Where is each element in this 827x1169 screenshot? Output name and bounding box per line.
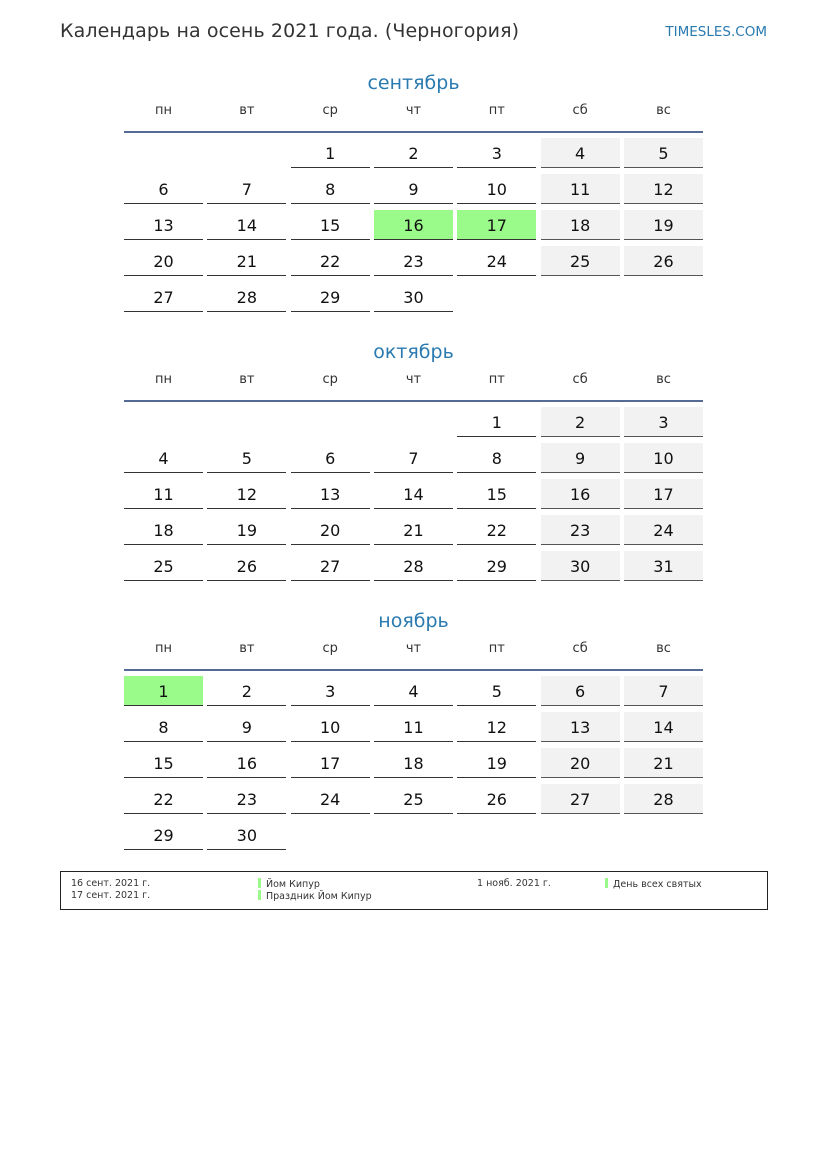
month-september bbox=[124, 69, 703, 312]
month-title: октябрь bbox=[373, 341, 454, 363]
day-cell-weekend: 12 bbox=[624, 174, 703, 204]
day-cell: 22 bbox=[124, 784, 203, 814]
weekday-label: ср bbox=[322, 641, 338, 656]
day-cell-holiday: 1 bbox=[124, 676, 203, 706]
day-cell: 12 bbox=[457, 712, 536, 742]
day-cell-weekend: 18 bbox=[541, 210, 620, 240]
day-cell: 9 bbox=[374, 174, 453, 204]
day-cell: 29 bbox=[124, 820, 203, 850]
day-cell-empty bbox=[207, 138, 286, 168]
weekday-label: вс bbox=[656, 103, 671, 118]
legend-date: 1 нояб. 2021 г. bbox=[477, 878, 551, 889]
holiday-marker bbox=[605, 878, 608, 888]
day-cell-weekend: 23 bbox=[541, 515, 620, 545]
day-cell: 17 bbox=[291, 748, 370, 778]
weekday-label: чт bbox=[405, 103, 422, 118]
day-cell: 23 bbox=[374, 246, 453, 276]
day-cell: 10 bbox=[457, 174, 536, 204]
weekday-label: вс bbox=[656, 641, 671, 656]
day-cell: 6 bbox=[291, 443, 370, 473]
day-cell: 24 bbox=[457, 246, 536, 276]
day-cell: 15 bbox=[457, 479, 536, 509]
holiday-marker bbox=[258, 878, 261, 888]
day-cell: 23 bbox=[207, 784, 286, 814]
legend-date: 17 сент. 2021 г. bbox=[71, 890, 151, 901]
day-cell-weekend: 3 bbox=[624, 407, 703, 437]
day-cell: 2 bbox=[374, 138, 453, 168]
weekday-label: пн bbox=[155, 103, 172, 118]
day-cell: 15 bbox=[124, 748, 203, 778]
day-cell: 3 bbox=[291, 676, 370, 706]
day-cell: 28 bbox=[207, 282, 286, 312]
day-cell: 18 bbox=[124, 515, 203, 545]
day-cell: 8 bbox=[124, 712, 203, 742]
day-cell: 13 bbox=[124, 210, 203, 240]
month-october bbox=[124, 338, 703, 581]
day-cell: 11 bbox=[124, 479, 203, 509]
day-cell-weekend: 10 bbox=[624, 443, 703, 473]
day-cell: 14 bbox=[207, 210, 286, 240]
day-cell-empty bbox=[124, 138, 203, 168]
day-cell: 29 bbox=[457, 551, 536, 581]
day-grid bbox=[124, 133, 703, 312]
legend-holiday bbox=[605, 878, 702, 891]
day-cell: 20 bbox=[291, 515, 370, 545]
day-cell: 2 bbox=[207, 676, 286, 706]
day-cell-weekend: 17 bbox=[624, 479, 703, 509]
day-cell-holiday: 16 bbox=[374, 210, 453, 240]
day-cell: 25 bbox=[374, 784, 453, 814]
day-cell: 10 bbox=[291, 712, 370, 742]
day-cell: 7 bbox=[207, 174, 286, 204]
day-cell: 30 bbox=[207, 820, 286, 850]
day-cell: 20 bbox=[124, 246, 203, 276]
weekday-label: сб bbox=[572, 641, 588, 656]
day-cell: 14 bbox=[374, 479, 453, 509]
legend-holiday-name: Йом Кипур bbox=[266, 879, 320, 890]
day-cell: 26 bbox=[207, 551, 286, 581]
day-cell: 11 bbox=[374, 712, 453, 742]
day-cell-empty bbox=[374, 407, 453, 437]
day-cell-weekend: 26 bbox=[624, 246, 703, 276]
day-cell-weekend: 14 bbox=[624, 712, 703, 742]
day-cell-weekend: 20 bbox=[541, 748, 620, 778]
day-cell-weekend: 24 bbox=[624, 515, 703, 545]
weekday-header bbox=[124, 97, 703, 133]
day-cell: 5 bbox=[207, 443, 286, 473]
day-cell: 24 bbox=[291, 784, 370, 814]
legend-holiday-name: Праздник Йом Кипур bbox=[266, 891, 372, 902]
day-cell-empty bbox=[291, 407, 370, 437]
day-cell: 26 bbox=[457, 784, 536, 814]
day-cell-weekend: 9 bbox=[541, 443, 620, 473]
day-cell: 12 bbox=[207, 479, 286, 509]
day-cell-weekend: 27 bbox=[541, 784, 620, 814]
legend-holiday bbox=[258, 890, 372, 903]
weekday-label: чт bbox=[405, 372, 422, 387]
weekday-label: вт bbox=[239, 372, 255, 387]
day-cell: 1 bbox=[457, 407, 536, 437]
month-november bbox=[124, 607, 703, 850]
day-cell: 15 bbox=[291, 210, 370, 240]
day-cell: 18 bbox=[374, 748, 453, 778]
day-cell-weekend: 6 bbox=[541, 676, 620, 706]
day-cell: 21 bbox=[207, 246, 286, 276]
weekday-label: вт bbox=[239, 103, 255, 118]
day-cell-weekend: 2 bbox=[541, 407, 620, 437]
day-cell-weekend: 13 bbox=[541, 712, 620, 742]
day-cell: 19 bbox=[207, 515, 286, 545]
day-cell: 9 bbox=[207, 712, 286, 742]
day-cell: 13 bbox=[291, 479, 370, 509]
weekday-label: пт bbox=[488, 641, 505, 656]
day-cell: 16 bbox=[207, 748, 286, 778]
weekday-label: вт bbox=[239, 641, 255, 656]
day-cell-weekend: 4 bbox=[541, 138, 620, 168]
weekday-label: сб bbox=[572, 372, 588, 387]
day-cell: 25 bbox=[124, 551, 203, 581]
day-cell: 22 bbox=[457, 515, 536, 545]
day-cell-weekend: 7 bbox=[624, 676, 703, 706]
legend-holiday-name: День всех святых bbox=[613, 879, 702, 890]
day-cell: 19 bbox=[457, 748, 536, 778]
day-cell-weekend: 30 bbox=[541, 551, 620, 581]
legend-date: 16 сент. 2021 г. bbox=[71, 878, 151, 889]
day-cell: 8 bbox=[457, 443, 536, 473]
day-cell-weekend: 21 bbox=[624, 748, 703, 778]
weekday-label: пт bbox=[488, 103, 505, 118]
day-cell: 5 bbox=[457, 676, 536, 706]
day-cell: 4 bbox=[374, 676, 453, 706]
holiday-marker bbox=[258, 890, 261, 900]
day-cell: 4 bbox=[124, 443, 203, 473]
month-title: ноябрь bbox=[378, 610, 449, 632]
day-cell-weekend: 25 bbox=[541, 246, 620, 276]
day-cell-empty bbox=[124, 407, 203, 437]
day-cell-weekend: 5 bbox=[624, 138, 703, 168]
weekday-label: вс bbox=[656, 372, 671, 387]
day-cell-weekend: 28 bbox=[624, 784, 703, 814]
weekday-header bbox=[124, 366, 703, 402]
site-link[interactable]: TIMESLES.COM bbox=[665, 24, 767, 40]
page-title: Календарь на осень 2021 года. (Черногория) bbox=[60, 20, 520, 42]
weekday-label: пн bbox=[155, 372, 172, 387]
day-cell: 30 bbox=[374, 282, 453, 312]
day-cell: 27 bbox=[124, 282, 203, 312]
day-cell: 21 bbox=[374, 515, 453, 545]
weekday-label: ср bbox=[322, 372, 338, 387]
day-cell: 29 bbox=[291, 282, 370, 312]
day-cell: 22 bbox=[291, 246, 370, 276]
weekday-label: пт bbox=[488, 372, 505, 387]
weekday-label: чт bbox=[405, 641, 422, 656]
weekday-label: сб bbox=[572, 103, 588, 118]
day-cell: 27 bbox=[291, 551, 370, 581]
day-cell-weekend: 11 bbox=[541, 174, 620, 204]
day-cell-holiday: 17 bbox=[457, 210, 536, 240]
day-grid bbox=[124, 402, 703, 581]
day-cell: 3 bbox=[457, 138, 536, 168]
day-cell: 1 bbox=[291, 138, 370, 168]
day-cell: 8 bbox=[291, 174, 370, 204]
day-cell: 28 bbox=[374, 551, 453, 581]
holiday-legend bbox=[60, 871, 768, 910]
day-cell-weekend: 31 bbox=[624, 551, 703, 581]
weekday-label: пн bbox=[155, 641, 172, 656]
day-cell-weekend: 19 bbox=[624, 210, 703, 240]
day-cell-weekend: 16 bbox=[541, 479, 620, 509]
month-title: сентябрь bbox=[367, 72, 460, 94]
day-grid bbox=[124, 671, 703, 850]
day-cell: 7 bbox=[374, 443, 453, 473]
weekday-label: ср bbox=[322, 103, 338, 118]
day-cell-empty bbox=[207, 407, 286, 437]
day-cell: 6 bbox=[124, 174, 203, 204]
weekday-header bbox=[124, 635, 703, 671]
